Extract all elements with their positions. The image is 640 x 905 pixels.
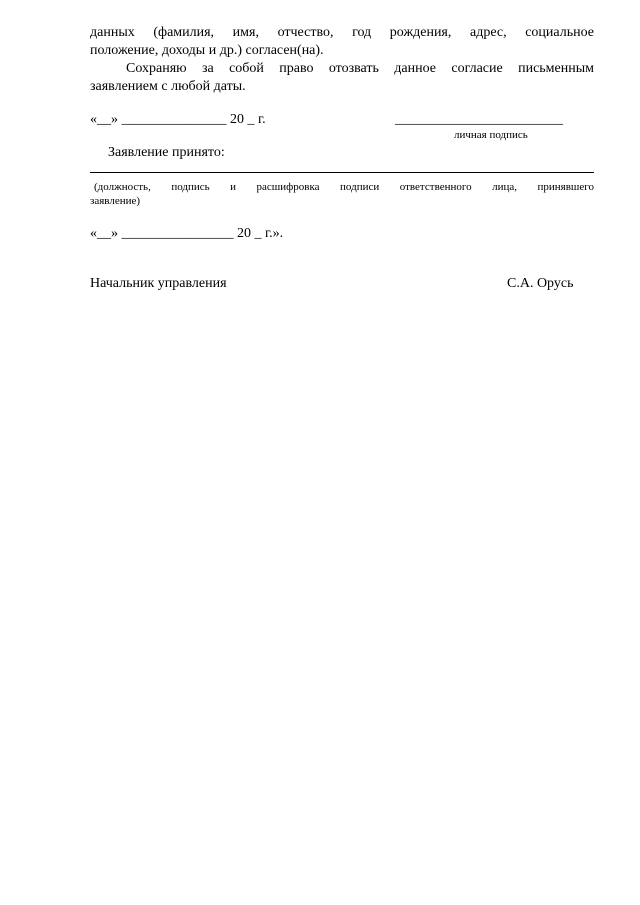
consent-paragraph-line-2: положение, доходы и др.) согласен(на). [90, 43, 324, 58]
accepted-label: Заявление принято: [108, 145, 225, 160]
footer-position-title: Начальник управления [90, 276, 227, 291]
accepted-by-signature-rule [90, 172, 594, 173]
acceptance-date-line: «__» ________________ 20 _ г.». [90, 226, 284, 241]
revoke-paragraph-line-2: заявлением с любой даты. [90, 79, 246, 94]
applicant-date-line: «__» _______________ 20 _ г. [90, 112, 266, 127]
consent-paragraph-line-1: данных (фамилия, имя, отчество, год рождения, адрес, социальное [90, 25, 594, 40]
accepted-by-caption-line-2: заявление) [90, 195, 141, 207]
applicant-signature-line: ________________________ [395, 112, 563, 127]
accepted-by-caption-line-1: (должность, подпись и расшифровка подписи ответственного лица, принявшего [94, 181, 594, 193]
applicant-signature-caption: личная подпись [454, 129, 528, 141]
revoke-paragraph-line-1: Сохраняю за собой право отозвать данное согласие письменным [126, 61, 594, 76]
footer-signatory-name: С.А. Орусь [507, 276, 574, 291]
